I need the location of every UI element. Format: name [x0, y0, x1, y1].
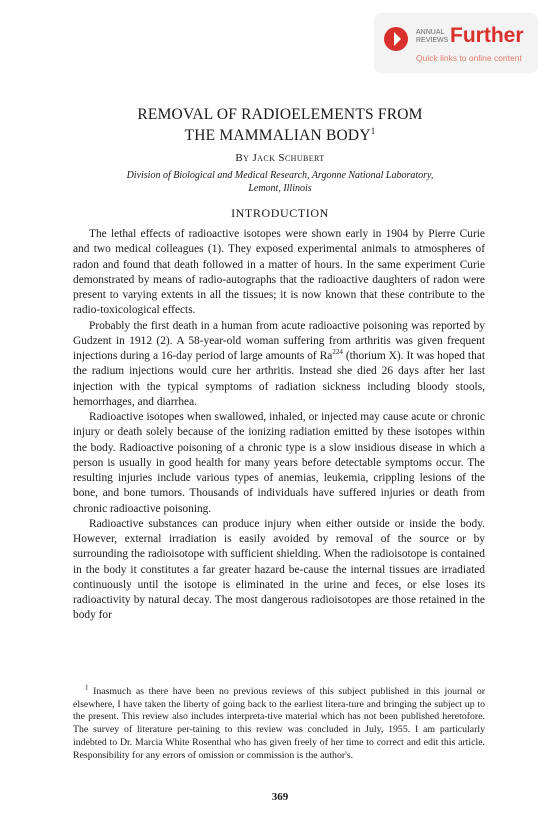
- affiliation-line-2: Lemont, Illinois: [248, 183, 312, 194]
- section-heading: INTRODUCTION: [231, 206, 329, 220]
- footnote: [73, 683, 485, 762]
- title-line-2: THE MAMMALIAN BODY$^1$: [184, 126, 376, 145]
- further-links-badge[interactable]: [375, 14, 537, 72]
- play-icon: [384, 27, 408, 51]
- isotope-mass-number: 224: [332, 348, 343, 357]
- body-text: [73, 227, 485, 624]
- further-label: Further: [450, 24, 524, 47]
- footnote-text: Inasmuch as there have been no previous reviews of this subject published in this journal or elsewhere, I have taken the liberty of going back to the earliest litera-ture and bringing the subject up to the present. This review also includes interpreta-tive material which has not been published heretofore. The survey of literature per-taining to this review was concluded in July, 1955. I am particularly indebted to Dr. Marcia White Rosenthal who has given freely of her time to correct and edit this article. Responsibility for any errors of omission or commission is the author's.: [73, 686, 485, 761]
- affiliation-line-1: Division of Biological and Medical Research, Argonne National Laboratory,: [126, 170, 434, 181]
- title-footnote-marker[interactable]: 1: [370, 126, 376, 136]
- article-title: [0, 106, 560, 144]
- title-line-1: REMOVAL OF RADIOELEMENTS FROM: [137, 106, 423, 123]
- footnote-marker: 1: [85, 683, 89, 692]
- badge-subtitle: Quick links to online content: [416, 53, 522, 63]
- page-number: 369: [271, 791, 289, 803]
- paragraph: The lethal effects of radioactive isotopes were shown early in 1904 by Pierre Curie and two medical colleagues (1). They exposed experimental animals to atmospheres of radon and found that death followed in a matter of hours. In the same experiment Curie demonstrated by means of radio-autographs that the radioactive daughters of radon were present to varying extents in all the tissues; it is now known that these contribute to the radio-toxicological effects.: [73, 228, 485, 317]
- paragraph: Radioactive substances can produce injury when either outside or inside the body. However, external irradiation is easily avoided by removal of the source or by surrounding the radioisotope with sufficient shielding. When the radioisotope is contained in the body it constitutes a far greater hazard be-cause the internal tissues are irradiated continuously until the isotope is eliminated in the urine and feces, or else loses its radioactivity by natural decay. The most dangerous radioisotopes are those retained in the body for: [73, 517, 485, 622]
- author-line: By Jack Schubert: [235, 152, 325, 164]
- paragraph: Radioactive isotopes when swallowed, inhaled, or injected may cause acute or chronic injury or death solely because of the ionizing radiation emitted by these isotopes within the body. Radioactive poisoning of a chronic type is a slow insidious disease in which a person is usually in good health for many years before detectable symptoms occur. The resulting injuries include various types of anemias, leukemia, crippling lesions of the bone, and bone tumors. Thousands of individuals have suffered injuries or death from chronic radioactive poisoning.: [73, 411, 485, 515]
- affiliation: [0, 169, 560, 195]
- paragraph: Probably the first death in a human from acute radioactive poisoning was reported by Gudzent in 1912 (2). A 58-year-old woman suffering from arthritis was given frequent injections during a 16-day period of large amounts of Ra$^{224}$ (thorium X). It was hoped that the radium injections would cure her arthritis. Instead she died 26 days after her last injection with the typical symptoms of radiation sickness including bloody stools, hemorrhages, and diarrhea.: [73, 319, 486, 408]
- annual-reviews-logo: ANNUAL REVIEWS: [416, 29, 449, 44]
